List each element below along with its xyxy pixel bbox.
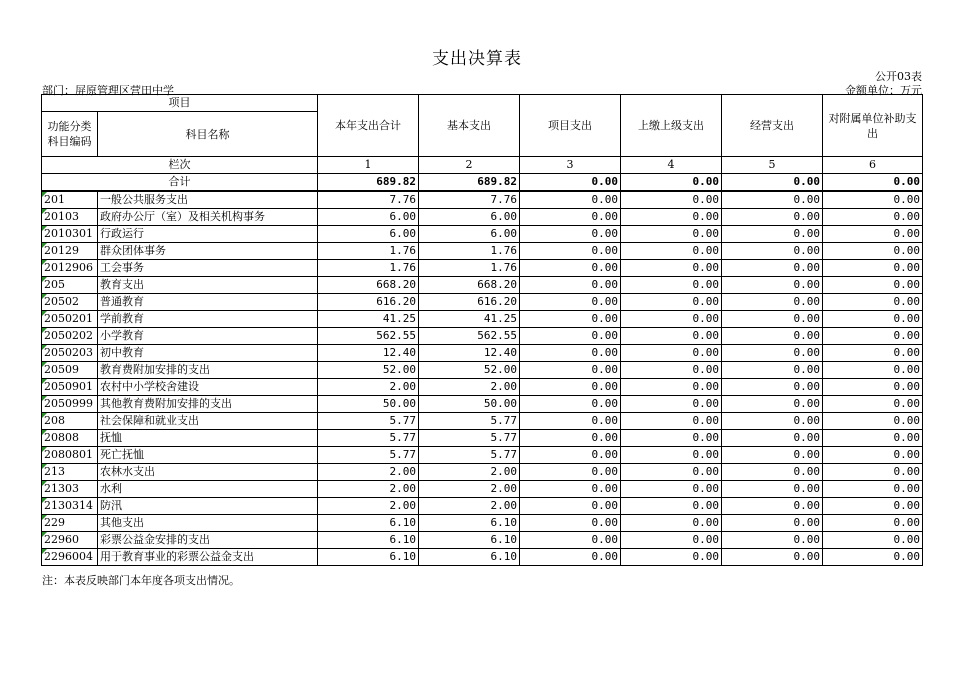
amount-cell: 0.00 <box>722 481 823 498</box>
header-func-code: 功能分类科目编码 <box>42 112 98 157</box>
amount-cell: 0.00 <box>722 260 823 277</box>
amount-cell: 7.76 <box>419 191 520 209</box>
amount-cell: 0.00 <box>722 191 823 209</box>
amount-cell: 6.10 <box>419 549 520 566</box>
subject-name: 学前教育 <box>98 311 318 328</box>
amount-cell: 0.00 <box>823 362 923 379</box>
table-row <box>42 209 923 226</box>
form-code: 公开03表 <box>875 70 922 83</box>
subject-name: 彩票公益金安排的支出 <box>98 532 318 549</box>
amount-cell: 0.00 <box>621 345 722 362</box>
amount-cell: 562.55 <box>318 328 419 345</box>
amount-cell: 0.00 <box>520 498 621 515</box>
amount-cell: 0.00 <box>520 362 621 379</box>
amount-cell: 41.25 <box>419 311 520 328</box>
subject-code: 205 <box>42 277 98 294</box>
subject-code: 20509 <box>42 362 98 379</box>
header-col-4: 上缴上级支出 <box>621 95 722 157</box>
amount-cell: 0.00 <box>823 396 923 413</box>
amount-cell: 0.00 <box>621 243 722 260</box>
table-row <box>42 328 923 345</box>
amount-cell: 0.00 <box>621 413 722 430</box>
subject-code: 20103 <box>42 209 98 226</box>
amount-cell: 0.00 <box>823 532 923 549</box>
amount-cell: 668.20 <box>419 277 520 294</box>
total-value: 0.00 <box>722 174 823 192</box>
header-col-5: 经营支出 <box>722 95 823 157</box>
amount-cell: 2.00 <box>318 481 419 498</box>
subject-code: 2010301 <box>42 226 98 243</box>
amount-cell: 0.00 <box>520 226 621 243</box>
amount-cell: 2.00 <box>318 498 419 515</box>
subject-name: 社会保障和就业支出 <box>98 413 318 430</box>
amount-cell: 0.00 <box>823 447 923 464</box>
amount-cell: 0.00 <box>722 362 823 379</box>
subject-code: 2296004 <box>42 549 98 566</box>
table-row <box>42 379 923 396</box>
amount-cell: 1.76 <box>419 243 520 260</box>
table-row <box>42 311 923 328</box>
col-number: 5 <box>722 157 823 174</box>
table-row <box>42 243 923 260</box>
table-row <box>42 260 923 277</box>
amount-cell: 0.00 <box>823 294 923 311</box>
amount-cell: 2.00 <box>419 498 520 515</box>
amount-cell: 5.77 <box>419 430 520 447</box>
subject-name: 工会事务 <box>98 260 318 277</box>
table-row <box>42 345 923 362</box>
amount-cell: 0.00 <box>520 209 621 226</box>
subject-code: 201 <box>42 191 98 209</box>
amount-cell: 5.77 <box>318 413 419 430</box>
subject-code: 2012906 <box>42 260 98 277</box>
subject-code: 2130314 <box>42 498 98 515</box>
amount-cell: 0.00 <box>722 311 823 328</box>
header-subject-name: 科目名称 <box>98 112 318 157</box>
subject-name: 教育费附加安排的支出 <box>98 362 318 379</box>
header-col-2: 基本支出 <box>419 95 520 157</box>
amount-cell: 0.00 <box>520 549 621 566</box>
amount-cell: 0.00 <box>722 294 823 311</box>
amount-cell: 2.00 <box>318 464 419 481</box>
amount-cell: 0.00 <box>621 532 722 549</box>
expenditure-table <box>41 94 923 566</box>
subject-code: 2050202 <box>42 328 98 345</box>
amount-cell: 41.25 <box>318 311 419 328</box>
header-col-1: 本年支出合计 <box>318 95 419 157</box>
amount-cell: 562.55 <box>419 328 520 345</box>
table-row <box>42 413 923 430</box>
table-row <box>42 549 923 566</box>
amount-cell: 0.00 <box>722 498 823 515</box>
amount-cell: 0.00 <box>823 243 923 260</box>
table-row <box>42 464 923 481</box>
amount-cell: 0.00 <box>722 515 823 532</box>
amount-cell: 1.76 <box>318 260 419 277</box>
amount-cell: 0.00 <box>621 294 722 311</box>
table-row <box>42 532 923 549</box>
amount-cell: 12.40 <box>419 345 520 362</box>
amount-cell: 0.00 <box>520 191 621 209</box>
amount-cell: 0.00 <box>823 328 923 345</box>
amount-cell: 0.00 <box>520 430 621 447</box>
amount-cell: 6.10 <box>318 515 419 532</box>
amount-cell: 0.00 <box>722 549 823 566</box>
table-row <box>42 396 923 413</box>
amount-cell: 0.00 <box>722 277 823 294</box>
table-row <box>42 515 923 532</box>
amount-cell: 12.40 <box>318 345 419 362</box>
subject-code: 20808 <box>42 430 98 447</box>
amount-cell: 0.00 <box>520 294 621 311</box>
subject-code: 2050203 <box>42 345 98 362</box>
table-row <box>42 226 923 243</box>
subject-code: 2050901 <box>42 379 98 396</box>
row-index-label: 栏次 <box>42 157 318 174</box>
total-row <box>42 174 923 192</box>
table-row <box>42 277 923 294</box>
subject-code: 21303 <box>42 481 98 498</box>
amount-cell: 0.00 <box>722 226 823 243</box>
amount-cell: 6.00 <box>318 226 419 243</box>
subject-code: 20129 <box>42 243 98 260</box>
table-row <box>42 498 923 515</box>
amount-cell: 0.00 <box>823 226 923 243</box>
amount-cell: 0.00 <box>722 345 823 362</box>
amount-cell: 0.00 <box>621 549 722 566</box>
amount-cell: 2.00 <box>318 379 419 396</box>
amount-cell: 0.00 <box>722 430 823 447</box>
amount-cell: 0.00 <box>722 413 823 430</box>
subject-code: 22960 <box>42 532 98 549</box>
amount-cell: 0.00 <box>520 379 621 396</box>
amount-cell: 0.00 <box>823 498 923 515</box>
amount-cell: 0.00 <box>722 464 823 481</box>
amount-cell: 0.00 <box>520 396 621 413</box>
department-label: 部门：屏原管理区营田中学 <box>42 84 174 97</box>
amount-cell: 5.77 <box>318 430 419 447</box>
total-label: 合计 <box>42 174 318 192</box>
amount-cell: 0.00 <box>520 481 621 498</box>
subject-name: 死亡抚恤 <box>98 447 318 464</box>
amount-cell: 6.00 <box>419 226 520 243</box>
subject-name: 其他支出 <box>98 515 318 532</box>
amount-cell: 0.00 <box>621 498 722 515</box>
total-value: 0.00 <box>520 174 621 192</box>
amount-cell: 0.00 <box>621 481 722 498</box>
amount-cell: 1.76 <box>419 260 520 277</box>
amount-cell: 0.00 <box>621 362 722 379</box>
subject-name: 一般公共服务支出 <box>98 191 318 209</box>
amount-cell: 0.00 <box>722 243 823 260</box>
amount-cell: 0.00 <box>823 379 923 396</box>
amount-cell: 6.10 <box>419 515 520 532</box>
col-number: 4 <box>621 157 722 174</box>
amount-cell: 0.00 <box>823 481 923 498</box>
amount-cell: 0.00 <box>520 515 621 532</box>
header-col-6: 对附属单位补助支出 <box>823 95 923 157</box>
amount-cell: 0.00 <box>520 532 621 549</box>
amount-cell: 6.10 <box>318 532 419 549</box>
unit-label: 金额单位：万元 <box>845 84 922 97</box>
amount-cell: 0.00 <box>621 209 722 226</box>
amount-cell: 0.00 <box>621 379 722 396</box>
amount-cell: 5.77 <box>419 413 520 430</box>
amount-cell: 0.00 <box>823 413 923 430</box>
subject-name: 水利 <box>98 481 318 498</box>
amount-cell: 0.00 <box>520 345 621 362</box>
amount-cell: 0.00 <box>621 515 722 532</box>
amount-cell: 616.20 <box>419 294 520 311</box>
amount-cell: 0.00 <box>722 209 823 226</box>
subject-code: 2050201 <box>42 311 98 328</box>
header-row-1 <box>42 95 923 112</box>
total-value: 689.82 <box>318 174 419 192</box>
page-title: 支出决算表 <box>432 49 522 69</box>
col-number: 6 <box>823 157 923 174</box>
subject-code: 229 <box>42 515 98 532</box>
subject-name: 小学教育 <box>98 328 318 345</box>
amount-cell: 0.00 <box>621 396 722 413</box>
amount-cell: 0.00 <box>621 277 722 294</box>
amount-cell: 0.00 <box>722 532 823 549</box>
subject-code: 2080801 <box>42 447 98 464</box>
subject-name: 防汛 <box>98 498 318 515</box>
amount-cell: 0.00 <box>621 328 722 345</box>
amount-cell: 6.10 <box>419 532 520 549</box>
amount-cell: 52.00 <box>318 362 419 379</box>
amount-cell: 0.00 <box>823 430 923 447</box>
amount-cell: 0.00 <box>823 515 923 532</box>
subject-name: 农村中小学校舍建设 <box>98 379 318 396</box>
amount-cell: 0.00 <box>520 464 621 481</box>
amount-cell: 0.00 <box>722 447 823 464</box>
amount-cell: 0.00 <box>722 328 823 345</box>
amount-cell: 0.00 <box>520 311 621 328</box>
amount-cell: 0.00 <box>823 311 923 328</box>
col-number: 2 <box>419 157 520 174</box>
subject-code: 20502 <box>42 294 98 311</box>
amount-cell: 0.00 <box>823 191 923 209</box>
amount-cell: 0.00 <box>823 464 923 481</box>
amount-cell: 50.00 <box>318 396 419 413</box>
amount-cell: 6.00 <box>318 209 419 226</box>
amount-cell: 6.00 <box>419 209 520 226</box>
total-value: 0.00 <box>621 174 722 192</box>
amount-cell: 2.00 <box>419 464 520 481</box>
amount-cell: 0.00 <box>621 226 722 243</box>
amount-cell: 0.00 <box>520 413 621 430</box>
amount-cell: 52.00 <box>419 362 520 379</box>
amount-cell: 2.00 <box>419 379 520 396</box>
amount-cell: 0.00 <box>621 191 722 209</box>
amount-cell: 6.10 <box>318 549 419 566</box>
header-project: 项目 <box>42 95 318 112</box>
subject-name: 其他教育费附加安排的支出 <box>98 396 318 413</box>
subject-name: 行政运行 <box>98 226 318 243</box>
amount-cell: 2.00 <box>419 481 520 498</box>
amount-cell: 668.20 <box>318 277 419 294</box>
amount-cell: 0.00 <box>823 345 923 362</box>
column-number-row <box>42 157 923 174</box>
subject-code: 208 <box>42 413 98 430</box>
amount-cell: 0.00 <box>823 549 923 566</box>
amount-cell: 0.00 <box>520 243 621 260</box>
amount-cell: 0.00 <box>520 260 621 277</box>
table-row <box>42 447 923 464</box>
col-number: 3 <box>520 157 621 174</box>
table-row <box>42 430 923 447</box>
amount-cell: 0.00 <box>621 311 722 328</box>
table-row <box>42 294 923 311</box>
amount-cell: 50.00 <box>419 396 520 413</box>
subject-code: 2050999 <box>42 396 98 413</box>
amount-cell: 0.00 <box>520 447 621 464</box>
amount-cell: 7.76 <box>318 191 419 209</box>
subject-name: 政府办公厅（室）及相关机构事务 <box>98 209 318 226</box>
amount-cell: 0.00 <box>621 447 722 464</box>
header-col-3: 项目支出 <box>520 95 621 157</box>
amount-cell: 0.00 <box>823 209 923 226</box>
total-value: 689.82 <box>419 174 520 192</box>
subject-name: 教育支出 <box>98 277 318 294</box>
subject-name: 农林水支出 <box>98 464 318 481</box>
subject-name: 初中教育 <box>98 345 318 362</box>
amount-cell: 5.77 <box>318 447 419 464</box>
table-row <box>42 481 923 498</box>
subject-code: 213 <box>42 464 98 481</box>
subject-name: 抚恤 <box>98 430 318 447</box>
subject-name: 普通教育 <box>98 294 318 311</box>
amount-cell: 5.77 <box>419 447 520 464</box>
amount-cell: 0.00 <box>520 277 621 294</box>
amount-cell: 1.76 <box>318 243 419 260</box>
amount-cell: 0.00 <box>823 260 923 277</box>
subject-name: 用于教育事业的彩票公益金支出 <box>98 549 318 566</box>
amount-cell: 0.00 <box>520 328 621 345</box>
amount-cell: 0.00 <box>621 260 722 277</box>
amount-cell: 616.20 <box>318 294 419 311</box>
subject-name: 群众团体事务 <box>98 243 318 260</box>
amount-cell: 0.00 <box>722 396 823 413</box>
table-row <box>42 362 923 379</box>
table-row <box>42 191 923 209</box>
amount-cell: 0.00 <box>621 464 722 481</box>
amount-cell: 0.00 <box>722 379 823 396</box>
footnote: 注：本表反映部门本年度各项支出情况。 <box>42 574 240 587</box>
amount-cell: 0.00 <box>621 430 722 447</box>
amount-cell: 0.00 <box>823 277 923 294</box>
total-value: 0.00 <box>823 174 923 192</box>
col-number: 1 <box>318 157 419 174</box>
